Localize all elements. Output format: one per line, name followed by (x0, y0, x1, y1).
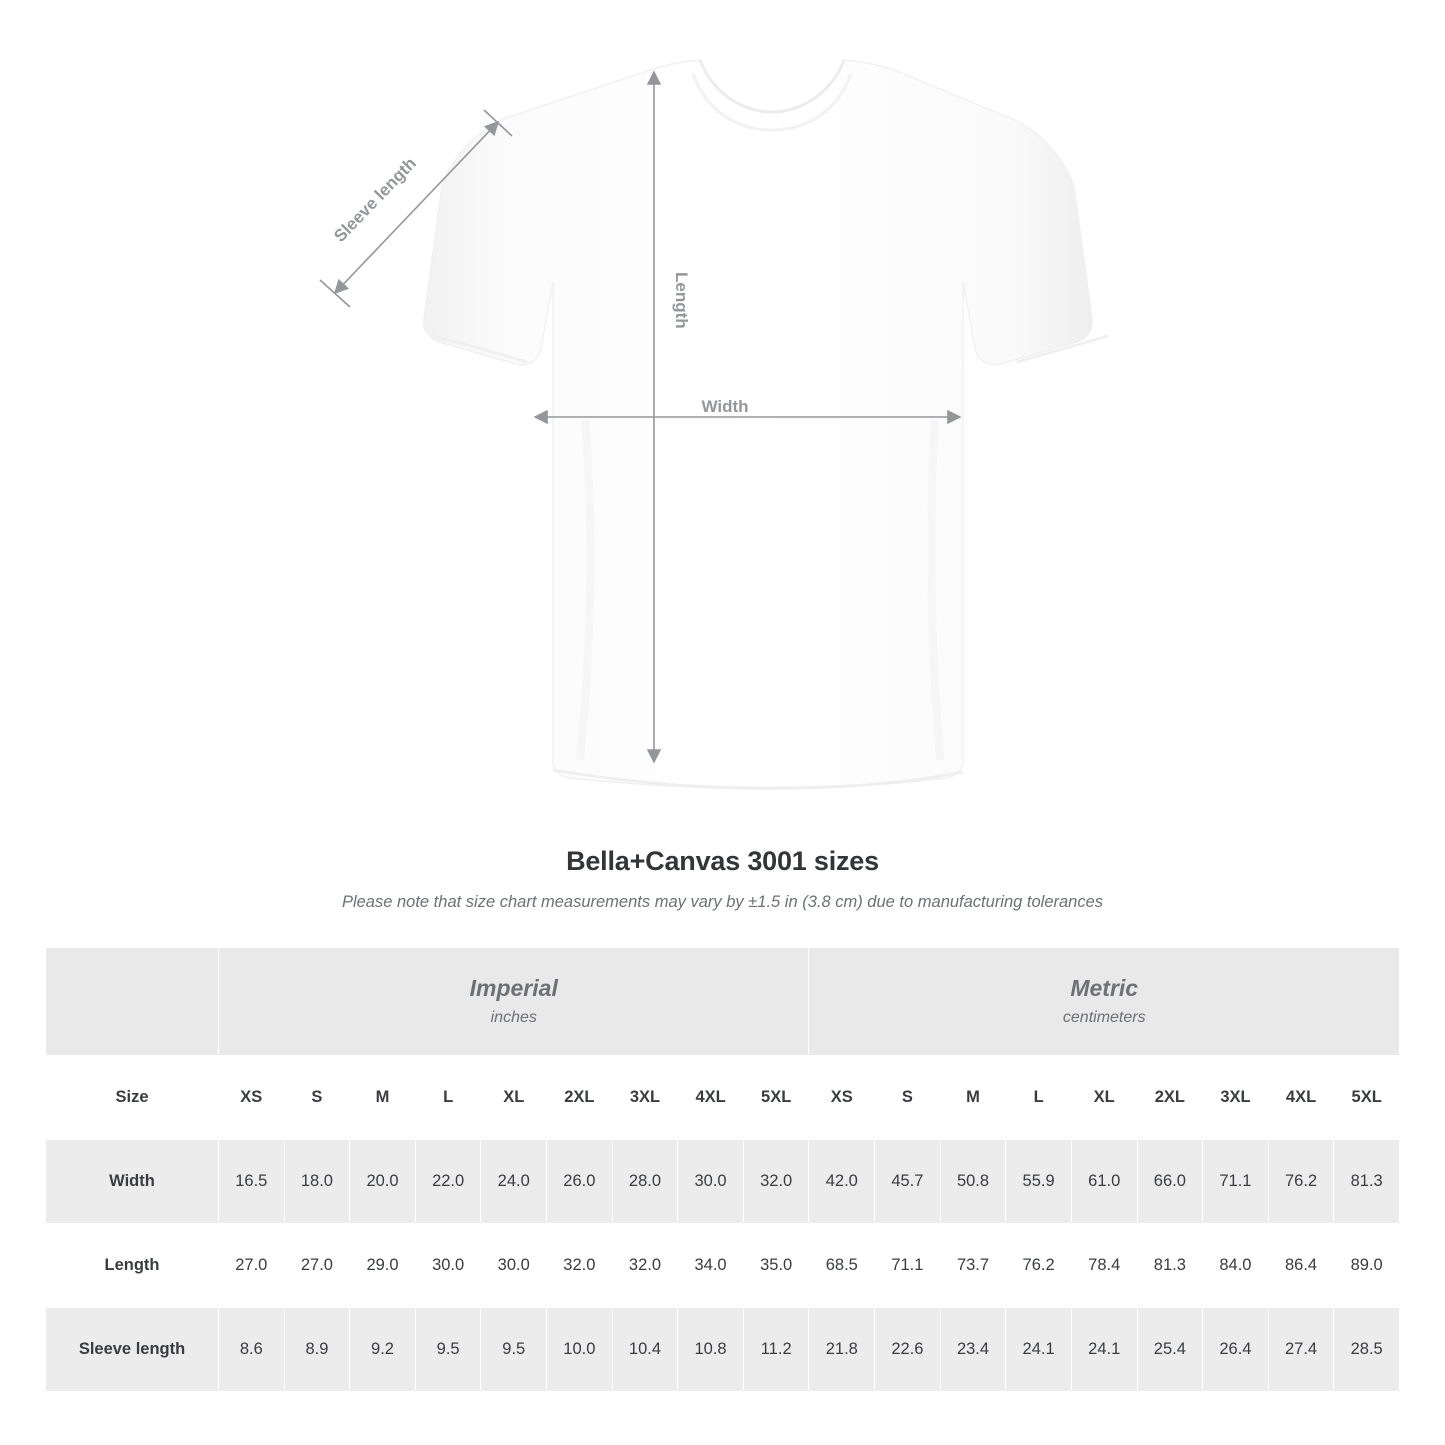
cell-width-0: 16.5 (219, 1140, 285, 1224)
size-header-3xl-imperial: 3XL (612, 1056, 678, 1140)
cell-width-9: 42.0 (809, 1140, 875, 1224)
sleeve-length-label: Sleeve length (330, 153, 421, 246)
table-row-width (46, 1140, 1400, 1224)
size-header-s-metric: S (875, 1056, 941, 1140)
cell-sleeve-8: 11.2 (743, 1308, 809, 1392)
cell-length-5: 32.0 (547, 1224, 613, 1308)
length-label: Length (672, 272, 691, 329)
cell-sleeve-7: 10.8 (678, 1308, 744, 1392)
row-label-width: Width (46, 1140, 219, 1224)
row-label-length: Length (46, 1224, 219, 1308)
row-label-sleeve-length: Sleeve length (46, 1308, 219, 1392)
cell-width-16: 76.2 (1268, 1140, 1334, 1224)
cell-width-14: 66.0 (1137, 1140, 1203, 1224)
cell-sleeve-1: 8.9 (284, 1308, 350, 1392)
unit-group-metric (809, 948, 1400, 1056)
table-row-length (46, 1224, 1400, 1308)
cell-width-15: 71.1 (1203, 1140, 1269, 1224)
cell-width-11: 50.8 (940, 1140, 1006, 1224)
cell-width-7: 30.0 (678, 1140, 744, 1224)
cell-length-17: 89.0 (1334, 1224, 1400, 1308)
cell-length-9: 68.5 (809, 1224, 875, 1308)
cell-sleeve-2: 9.2 (350, 1308, 416, 1392)
tshirt-graphic (424, 60, 1108, 789)
cell-sleeve-16: 27.4 (1268, 1308, 1334, 1392)
cell-sleeve-5: 10.0 (547, 1308, 613, 1392)
cell-width-4: 24.0 (481, 1140, 547, 1224)
cell-width-13: 61.0 (1071, 1140, 1137, 1224)
cell-width-5: 26.0 (547, 1140, 613, 1224)
size-header-5xl-imperial: 5XL (743, 1056, 809, 1140)
size-header-label: Size (46, 1056, 219, 1140)
cell-sleeve-9: 21.8 (809, 1308, 875, 1392)
cell-length-2: 29.0 (350, 1224, 416, 1308)
size-header-xs-metric: XS (809, 1056, 875, 1140)
cell-width-1: 18.0 (284, 1140, 350, 1224)
size-header-xl-metric: XL (1071, 1056, 1137, 1140)
cell-sleeve-6: 10.4 (612, 1308, 678, 1392)
cell-sleeve-0: 8.6 (219, 1308, 285, 1392)
width-label: Width (701, 397, 749, 416)
cell-width-2: 20.0 (350, 1140, 416, 1224)
cell-length-4: 30.0 (481, 1224, 547, 1308)
size-table (45, 947, 1400, 1392)
tolerance-note: Please note that size chart measurements may vary by ±1.5 in (3.8 cm) due to manufacturing tolerances (341, 893, 1104, 911)
cell-sleeve-3: 9.5 (415, 1308, 481, 1392)
size-header-row (46, 1056, 1400, 1140)
cell-sleeve-11: 23.4 (940, 1308, 1006, 1392)
size-header-4xl-imperial: 4XL (678, 1056, 744, 1140)
cell-width-8: 32.0 (743, 1140, 809, 1224)
cell-length-10: 71.1 (875, 1224, 941, 1308)
cell-length-6: 32.0 (612, 1224, 678, 1308)
cell-width-10: 45.7 (875, 1140, 941, 1224)
unit-group-row (46, 948, 1400, 1056)
cell-sleeve-10: 22.6 (875, 1308, 941, 1392)
cell-width-12: 55.9 (1006, 1140, 1072, 1224)
cell-sleeve-14: 25.4 (1137, 1308, 1203, 1392)
cell-length-14: 81.3 (1137, 1224, 1203, 1308)
page-title: Bella+Canvas 3001 sizes (566, 846, 879, 876)
size-header-5xl-metric: 5XL (1334, 1056, 1400, 1140)
cell-length-13: 78.4 (1071, 1224, 1137, 1308)
size-header-4xl-metric: 4XL (1268, 1056, 1334, 1140)
size-header-xl-imperial: XL (481, 1056, 547, 1140)
size-header-xs-imperial: XS (219, 1056, 285, 1140)
size-header-2xl-metric: 2XL (1137, 1056, 1203, 1140)
cell-length-11: 73.7 (940, 1224, 1006, 1308)
size-header-l-metric: L (1006, 1056, 1072, 1140)
size-header-m-imperial: M (350, 1056, 416, 1140)
cell-length-15: 84.0 (1203, 1224, 1269, 1308)
cell-sleeve-13: 24.1 (1071, 1308, 1137, 1392)
cell-length-0: 27.0 (219, 1224, 285, 1308)
size-header-l-imperial: L (415, 1056, 481, 1140)
cell-length-3: 30.0 (415, 1224, 481, 1308)
unit-group-metric-name: Metric (1070, 975, 1139, 1002)
unit-group-imperial-name: Imperial (469, 975, 558, 1002)
cell-sleeve-4: 9.5 (481, 1308, 547, 1392)
table-corner-cell (46, 948, 219, 1056)
cell-length-7: 34.0 (678, 1224, 744, 1308)
size-header-3xl-metric: 3XL (1203, 1056, 1269, 1140)
size-header-m-metric: M (940, 1056, 1006, 1140)
unit-group-metric-sub: centimeters (1062, 1008, 1146, 1026)
cell-sleeve-17: 28.5 (1334, 1308, 1400, 1392)
size-header-s-imperial: S (284, 1056, 350, 1140)
cell-length-12: 76.2 (1006, 1224, 1072, 1308)
table-row-sleeve-length (46, 1308, 1400, 1392)
cell-length-1: 27.0 (284, 1224, 350, 1308)
cell-length-16: 86.4 (1268, 1224, 1334, 1308)
cell-sleeve-12: 24.1 (1006, 1308, 1072, 1392)
cell-width-3: 22.0 (415, 1140, 481, 1224)
cell-length-8: 35.0 (743, 1224, 809, 1308)
unit-group-imperial (219, 948, 809, 1056)
cell-width-17: 81.3 (1334, 1140, 1400, 1224)
cell-sleeve-15: 26.4 (1203, 1308, 1269, 1392)
unit-group-imperial-sub: inches (490, 1008, 537, 1026)
size-header-2xl-imperial: 2XL (547, 1056, 613, 1140)
cell-width-6: 28.0 (612, 1140, 678, 1224)
